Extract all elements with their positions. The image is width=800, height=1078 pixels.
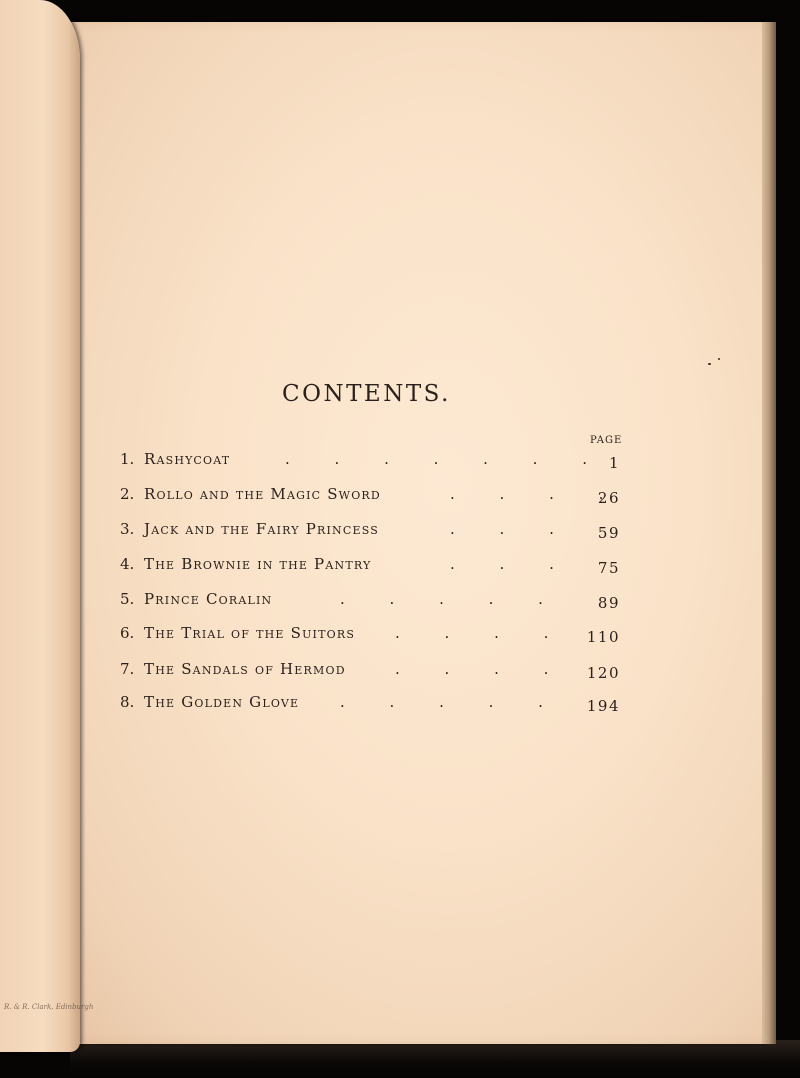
toc-entry-page: 26 — [597, 489, 620, 507]
paper-speck — [718, 358, 720, 360]
toc-entry-title: Rollo and the Magic Sword — [144, 485, 381, 503]
paper-speck — [708, 363, 711, 365]
toc-entry-page: 1 — [608, 454, 620, 472]
toc-entry-title: The Brownie in the Pantry — [144, 555, 372, 573]
toc-entry-title: Rashycoat — [144, 450, 231, 468]
toc-entry-title: The Sandals of Hermod — [144, 660, 346, 678]
toc-entry-4 — [120, 555, 620, 579]
facing-page-edge — [0, 0, 94, 1052]
toc-entry-title: The Trial of the Suitors — [144, 624, 356, 642]
toc-entry-page: 89 — [597, 594, 620, 612]
toc-entry-1 — [120, 450, 620, 474]
toc-entry-number: 5. — [120, 590, 135, 608]
toc-entry-page: 75 — [597, 559, 620, 577]
toc-entry-page: 120 — [586, 664, 620, 682]
toc-entry-number: 1. — [120, 450, 135, 468]
toc-entry-page: 110 — [586, 628, 620, 646]
toc-entry-title: Jack and the Fairy Princess — [144, 520, 379, 538]
toc-leader-dots: . . . — [450, 555, 554, 573]
toc-entry-5 — [120, 590, 620, 614]
toc-entry-page: 194 — [586, 697, 620, 715]
toc-entry-number: 2. — [120, 485, 135, 503]
page-edge-shadow — [70, 1040, 800, 1078]
toc-entry-3 — [120, 520, 620, 544]
toc-leader-dots: . . . . — [450, 485, 604, 503]
toc-entry-number: 6. — [120, 624, 135, 642]
page-fore-edge — [762, 22, 776, 1044]
toc-entry-7 — [120, 660, 620, 684]
toc-entry-number: 3. — [120, 520, 135, 538]
page-column-label: PAGE — [590, 435, 623, 446]
toc-leader-dots: . . . . . — [340, 590, 543, 608]
toc-entry-6 — [120, 624, 620, 648]
toc-entry-2 — [120, 485, 620, 509]
toc-entry-page: 59 — [597, 524, 620, 542]
printer-imprint: R. & R. Clark, Edinburgh — [4, 1003, 94, 1011]
toc-leader-dots: . . . — [450, 520, 554, 538]
toc-entry-8 — [120, 693, 620, 717]
toc-leader-dots: . . . . — [395, 660, 549, 678]
contents-heading: CONTENTS. — [282, 381, 451, 407]
toc-entry-title: The Golden Glove — [144, 693, 300, 711]
toc-entry-number: 7. — [120, 660, 135, 678]
toc-entry-number: 4. — [120, 555, 135, 573]
toc-entry-number: 8. — [120, 693, 135, 711]
toc-entry-title: Prince Coralin — [144, 590, 273, 608]
toc-leader-dots: . . . . . . . — [285, 450, 587, 468]
toc-leader-dots: . . . . . — [340, 693, 543, 711]
toc-leader-dots: . . . . — [395, 624, 549, 642]
